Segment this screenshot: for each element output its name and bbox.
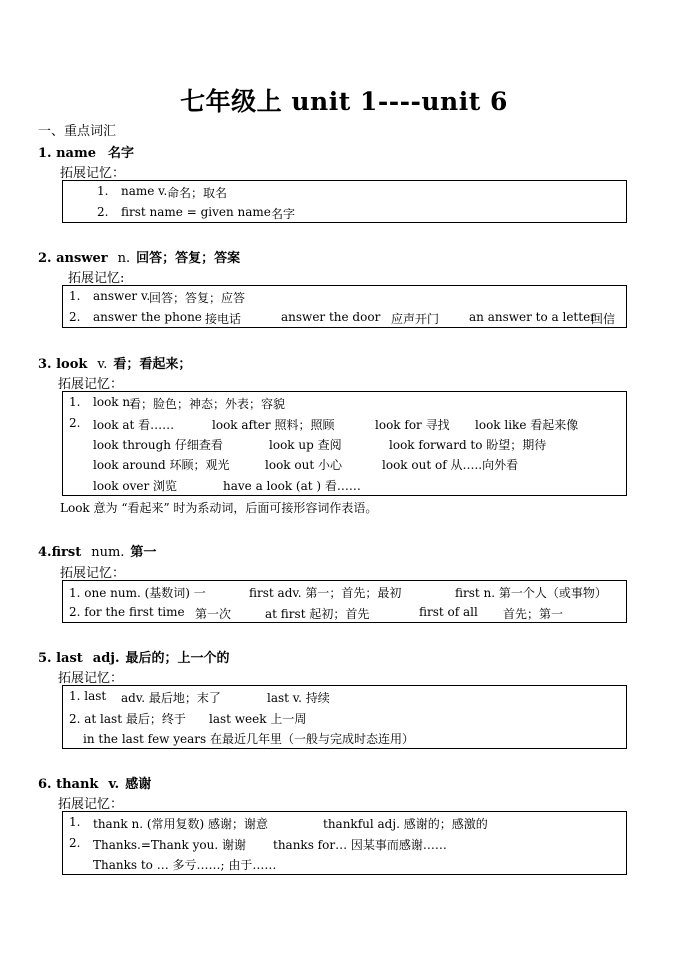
entry-4-heading	[38, 541, 156, 560]
entry-1-heading	[38, 142, 134, 161]
entry-meaning: 看；看起来；	[113, 357, 192, 372]
entry-5-heading	[38, 647, 230, 666]
entry-meaning: 最后的；上一个的	[125, 651, 230, 666]
entry-2-heading	[38, 247, 240, 266]
entry-meaning: 回答；答复；答案	[136, 251, 241, 266]
entry-word: 1. name	[38, 146, 96, 161]
expand-label: 拓展记忆：	[58, 377, 124, 392]
entry-pos: n.	[117, 251, 131, 266]
entry-word: 4.first	[38, 545, 82, 560]
entry-meaning: 感谢	[125, 777, 152, 792]
usage-note: Look 意为 “看起来” 时为系动词，后面可接形容词作表语。	[60, 501, 378, 515]
entry-meaning: 名字	[108, 146, 135, 161]
entry-3-heading	[38, 353, 191, 372]
expand-label: 拓展记忆：	[60, 166, 126, 181]
entry-5-box: 1. last adv. 最后地；末了 last v. 持续 2. at last 最后；终于 last week 上一周 in the last few years 在最近几年里（一般与完成时态连用）	[62, 685, 627, 749]
entry-meaning: 第一	[130, 545, 157, 560]
entry-pos: v.	[97, 357, 108, 372]
entry-6-box: 1. thank n. (常用复数) 感谢；谢意 thankful adj. 感谢的；感激的 2. Thanks.=Thank you. 谢谢 thanks for… 因某事而感谢…… Thanks to … 多亏……; 由于……	[62, 811, 627, 875]
entry-word: 2. answer	[38, 251, 108, 266]
section-heading: 一、重点词汇	[38, 124, 117, 139]
entry-word: 5. last	[38, 651, 83, 666]
expand-label: 拓展记忆：	[60, 566, 126, 581]
entry-word: 6. thank	[38, 777, 99, 792]
entry-6-heading	[38, 773, 151, 792]
entry-3-box: 1. look n. 看；脸色；神态；外表；容貌 2. look at 看…… look after 照料；照顾 look for 寻找 look like 看起来像 look through 仔细查看 look up 查阅 look forward to 盼望；期待 look around 环顾；观光 look out 小心 look out of 从…..向外看 look over 浏览 have a look (at ) 看……	[62, 391, 627, 496]
entry-4-box: 1. one num. (基数词) 一 first adv. 第一；首先；最初 first n. 第一个人（或事物） 2. for the first time 第一次 at first 起初；首先 first of all 首先；第一	[62, 580, 627, 623]
expand-label: 拓展记忆:	[68, 271, 125, 286]
entry-pos: v.	[108, 777, 120, 792]
entry-word: 3. look	[38, 357, 88, 372]
expand-label: 拓展记忆：	[58, 671, 124, 686]
entry-1-box: 1. name v. 命名；取名 2. first name = given name 名字	[62, 180, 627, 223]
entry-pos: adj.	[92, 651, 120, 666]
entry-pos: num.	[91, 545, 125, 560]
page-title: 七年级上 unit 1----unit 6	[180, 87, 508, 116]
entry-2-box: 1. answer v. 回答；答复；应答 2. answer the phone 接电话 answer the door 应声开门 an answer to a letter 回信	[62, 285, 627, 328]
expand-label: 拓展记忆：	[58, 797, 124, 812]
